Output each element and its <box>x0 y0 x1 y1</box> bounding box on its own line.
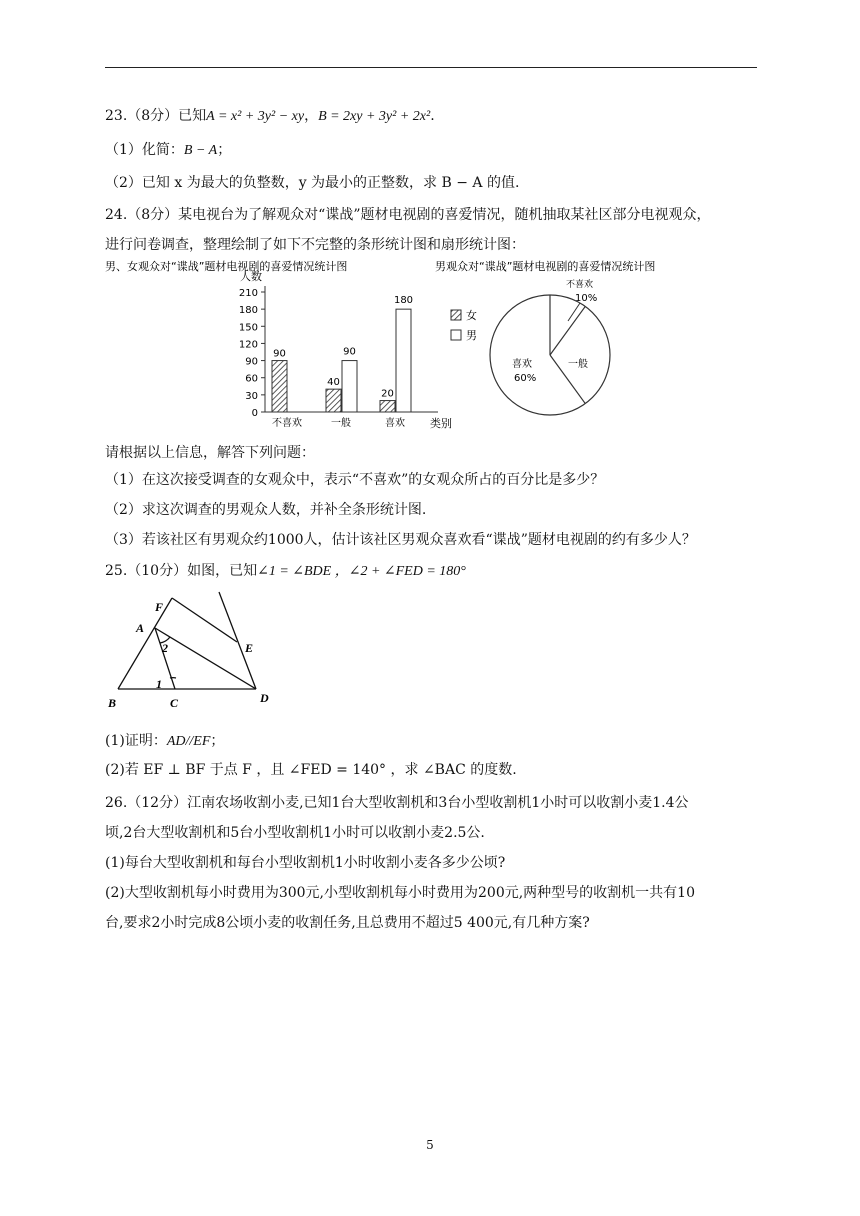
y-tick-label: 30 <box>245 390 258 402</box>
q24-stem-line1: 24.（8分）某电视台为了解观众对“谍战”题材电视剧的喜爱情况，随机抽取某社区部分电视观众， <box>105 207 711 223</box>
q25-part1: (1)证明：AD//EF； <box>105 733 225 749</box>
q24-part3: （3）若该社区有男观众约1000人，估计该社区男观众喜欢看“谍战”题材电视剧的约有多少人？ <box>105 532 696 548</box>
y-tick-label: 0 <box>251 408 258 419</box>
y-tick-label: 210 <box>238 288 258 299</box>
pie-chart-title: 男观众对“谍战”题材电视剧的喜爱情况统计图 <box>435 260 656 273</box>
q26-part2-line2: 台,要求2小时完成8公顷小麦的收割任务,且总费用不超过5 400元,有几种方案? <box>105 915 590 931</box>
bar-female-1 <box>326 389 341 412</box>
y-tick-label: 180 <box>238 305 258 317</box>
q24-prompt: 请根据以上信息，解答下列问题： <box>105 445 315 461</box>
label-C: C <box>170 696 179 710</box>
legend-label-female: 女 <box>466 309 477 322</box>
bar-label-male-2: 180 <box>393 295 414 307</box>
pie-value-like: 60% <box>514 373 537 384</box>
q26-stem-line1: 26.（12分）江南农场收割小麦,已知1台大型收割机和3台小型收割机1小时可以收割小麦1.4公 <box>105 795 689 811</box>
legend-label-male: 男 <box>466 329 477 342</box>
q26-part2-line1: (2)大型收割机每小时费用为300元,小型收割机每小时费用为200元,两种型号的收割机一共有10 <box>105 885 695 901</box>
x-tick-label-1: 一般 <box>331 418 351 429</box>
header-rule <box>105 67 757 68</box>
label-B: B <box>108 696 117 710</box>
q23-part2: （2）已知 x 为最大的负整数，y 为最小的正整数，求 B − A 的值. <box>105 175 520 191</box>
bar-label-female-1: 40 <box>327 377 340 389</box>
pie-label-dislike: 不喜欢 <box>566 280 594 290</box>
q23-stem: 23.（8分）已知A = x² + 3y² − xy，B = 2xy + 3y² + 2x². <box>105 108 435 124</box>
q26-part1: (1)每台大型收割机和每台小型收割机1小时收割小麦各多少公顷? <box>105 855 506 871</box>
x-tick-labels <box>272 416 405 429</box>
y-tick-label: 150 <box>238 322 258 334</box>
pie-label-normal: 一般 <box>568 359 588 370</box>
x-axis-label: 类别 <box>430 417 452 430</box>
bar-female-0 <box>272 361 287 412</box>
bar-male-1 <box>342 361 357 412</box>
q24-part1: （1）在这次接受调查的女观众中，表示“不喜欢”的女观众所占的百分比是多少？ <box>105 472 605 488</box>
bar-label-male-1: 90 <box>343 346 356 358</box>
label-A: A <box>136 621 145 635</box>
pie-label-like: 喜欢 <box>512 359 532 370</box>
pie-chart <box>430 255 730 435</box>
q25-part2: (2)若 EF ⊥ BF 于点 F ，且 ∠FED = 140° ，求 ∠BAC 的度数. <box>105 762 517 778</box>
bar-label-female-0: 90 <box>273 348 286 360</box>
y-tick-label: 90 <box>245 356 258 368</box>
label-1: 1 <box>156 677 162 691</box>
pie-value-dislike: 10% <box>575 293 598 304</box>
q24-stem-line2: 进行问卷调查，整理绘制了如下不完整的条形统计图和扇形统计图： <box>105 237 525 253</box>
line-FE <box>172 598 237 642</box>
y-tick-label: 60 <box>245 373 258 385</box>
pie-slices <box>490 295 610 415</box>
label-E: E <box>245 641 254 655</box>
q25-stem: 25.（10分）如图，已知∠1 = ∠BDE ，∠2 + ∠FED = 180° <box>105 563 466 579</box>
x-tick-label-2: 喜欢 <box>385 418 405 429</box>
bar-male-2 <box>396 309 411 412</box>
label-2: 2 <box>162 641 168 655</box>
q26-stem-line2: 顷,2台大型收割机和5台小型收割机1小时可以收割小麦2.5公. <box>105 825 485 841</box>
bar-female-2 <box>380 401 395 412</box>
geometry-figure <box>100 590 280 715</box>
bar-label-female-2: 20 <box>381 388 394 400</box>
y-axis-label: 人数 <box>240 270 262 283</box>
label-D: D <box>260 691 269 705</box>
bar-chart-title: 男、女观众对“谍战”题材电视剧的喜爱情况统计图 <box>105 260 348 273</box>
page-number: 5 <box>426 1138 434 1152</box>
x-tick-label-0: 不喜欢 <box>272 418 302 429</box>
q24-part2: （2）求这次调查的男观众人数，并补全条形统计图. <box>105 502 427 518</box>
label-F: F <box>155 600 164 614</box>
q23-part1: （1）化简：B − A； <box>105 142 232 158</box>
y-tick-label: 120 <box>238 339 258 351</box>
